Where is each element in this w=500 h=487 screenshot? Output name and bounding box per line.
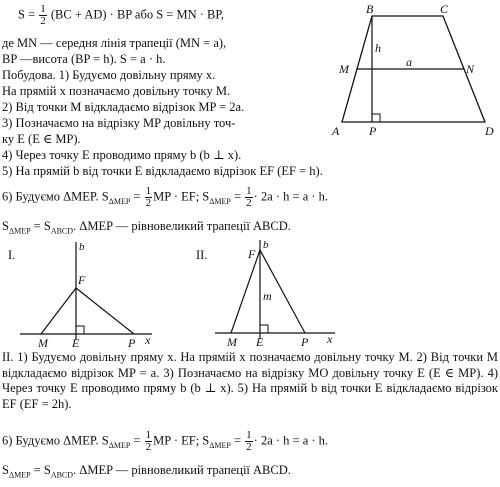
figure-2	[205, 236, 355, 348]
label-h: h	[375, 41, 381, 55]
figure-1-label: I.	[8, 248, 16, 262]
step-1b: На прямій x позначаємо довільну точку M.	[2, 84, 231, 98]
height-definition: BP —висота (BP = h). S = a · h.	[2, 52, 166, 66]
label-n: N	[466, 62, 475, 76]
label-p: P	[301, 335, 309, 348]
equal-area-conclusion: $S_{\Delta MEP} = S_{ABCD}$. ΔMEP — рівновеликий трапеції ABCD.	[2, 219, 291, 236]
area-formula	[18, 4, 224, 27]
step-2: 2) Від точки M відкладаємо відрізок MP = 2a.	[2, 100, 245, 114]
label-e: E	[72, 336, 80, 348]
label-m-height: m	[263, 289, 272, 303]
label-e: E	[256, 335, 264, 348]
label-p: P	[128, 336, 136, 348]
label-m: M	[38, 336, 48, 348]
formula-rest: (BC + AD) · BP або S = MN · BP,	[50, 7, 225, 22]
half-fraction: $\frac{1}{2}$	[40, 3, 46, 27]
midline-definition: де MN — середня лінія трапеції (MN = a),	[2, 36, 227, 50]
label-d: D	[485, 124, 494, 138]
label-p: P	[369, 124, 377, 138]
construction-step-6-second: 6) Будуємо ΔMEP. $S_{\Delta MEP}$ = $\frac{1}{2}$ MP · EF; $S_{\Delta MEP}$ = $\frac{1}{2}$ · 2a · h = a · h.	[2, 429, 329, 453]
label-f: F	[78, 273, 86, 287]
label-b: b	[79, 241, 85, 253]
label-m: M	[339, 62, 349, 76]
construction-step-6: 6) Будуємо ΔMEP. $S_{\Delta MEP}$ = $\frac{1}{2}$ MP · EF; $S_{\Delta MEP}$ = $\frac{1}{2}$ · 2a · h = a · h.	[2, 185, 329, 209]
step-3b: ку E (E ∈ MP).	[2, 132, 81, 146]
step-4: 4) Через точку E проводимо пряму b (b ⊥ x).	[2, 148, 242, 162]
label-m: M	[227, 335, 237, 348]
right-angle-mark	[372, 114, 380, 122]
label-c: C	[440, 2, 449, 16]
trapezoid-figure	[325, 2, 497, 140]
step-1: Побудова. 1) Будуємо довільну пряму x.	[2, 68, 216, 82]
step-5: 5) На прямій b від точки E відкладаємо відрізок EF (EF = h).	[2, 164, 323, 178]
label-b: B	[366, 2, 374, 16]
construction-method-2: II. 1) Будуємо довільну пряму x. На прямій x позначаємо довільну точку M. 2) Від точки M відкладаємо відрізок MP = a. 3) Позначаємо на відрізку MO довільну точку E (E ∈ MP). 4) Через точку E проводимо пряму b (b ⊥ x). 5) На прямій b від точки E відкладаємо відрізок EF (EF = 2h).	[2, 350, 498, 411]
label-f: F	[248, 247, 256, 261]
label-x: x	[145, 333, 151, 347]
formula-s: S =	[18, 7, 36, 22]
figure-2-label: II.	[196, 248, 208, 262]
triangle-mfp	[41, 288, 134, 334]
label-x: x	[327, 332, 333, 346]
label-a: A	[332, 124, 340, 138]
label-a-mid: a	[406, 55, 412, 69]
equal-area-conclusion-second: $S_{\Delta MEP} = S_{ABCD}$. ΔMEP — рівновеликий трапеції ABCD.	[2, 463, 291, 480]
step-3: 3) Позначаємо на відрізку MP довільну точ-	[2, 116, 236, 130]
label-b: b	[263, 239, 269, 251]
right-angle-mark	[260, 325, 268, 333]
right-angle-mark	[76, 326, 84, 334]
figure-1	[10, 238, 170, 348]
